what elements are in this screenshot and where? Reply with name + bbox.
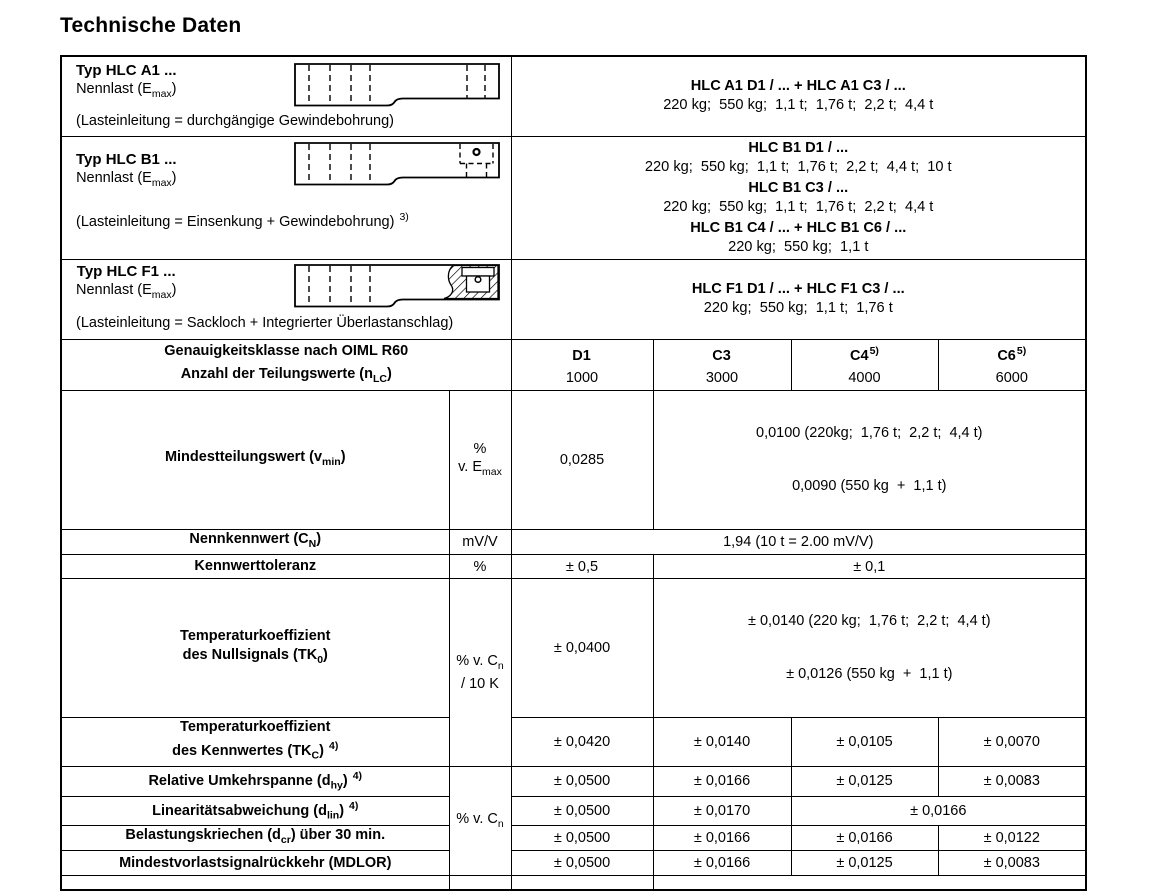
column-header-c6: C6$^{5)}$ 6000 <box>938 339 1086 391</box>
mdlor-d1-value: ± 0,0500 <box>511 851 653 876</box>
partial-row-cell <box>653 876 1086 890</box>
type-f1-variants-cell <box>511 259 1086 339</box>
mdlor-c3-value: ± 0,0166 <box>653 851 791 876</box>
table-row-mdlor <box>61 851 1086 876</box>
variant-group: HLC F1 D1 / ... + HLC F1 C3 / ... 220 kg; 550 kg; 1,1 t; 1,76 t <box>691 281 905 316</box>
dhy-c4-value: ± 0,0125 <box>791 767 938 797</box>
division-count-label: Anzahl der Teilungswerte $(n_{LC})$ <box>180 365 392 385</box>
variant-group: HLC B1 C3 / ... 220 kg; 550 kg; 1,1 t; 1,76 t; 2,2 t; 4,4 t <box>663 179 934 215</box>
variant-group: HLC B1 D1 / ... 220 kg; 550 kg; 1,1 t; 1,76 t; 2,2 t; 4,4 t; 10 t <box>644 139 952 175</box>
type-f1-note: (Lasteinleitung = Sackloch + Integrierter Überlastanschlag) <box>76 314 454 331</box>
dhy-label-cell: Relative Umkehrspanne $(d_{hy})$ $^{4)}$ <box>61 767 449 797</box>
table-row-dhy <box>61 767 1086 797</box>
kennwerttoleranz-label-cell: Kennwerttoleranz <box>61 555 449 579</box>
dcr-c4-value: ± 0,0166 <box>791 826 938 851</box>
type-b1-note: (Lasteinleitung = Einsenkung + Gewindebohrung) $^{3)}$ <box>76 210 409 230</box>
type-b1-cell <box>61 136 511 259</box>
table-row-type-f1 <box>61 259 1086 339</box>
tkc-c6-value: ± 0,0070 <box>938 718 1086 767</box>
tk0-label-cell: Temperaturkoeffizient des Nullsignals $(TK_0)$ <box>61 579 449 718</box>
dlin-merged-value: ± 0,0166 <box>791 796 1086 826</box>
table-row-tk0 <box>61 579 1086 718</box>
dcr-c6-value: ± 0,0122 <box>938 826 1086 851</box>
tk0-d1-value: ± 0,0400 <box>511 579 653 718</box>
nennkennwert-unit-cell: mV/V <box>449 530 511 555</box>
vmin-merged-value: 0,0100 (220kg; 1,76 t; 2,2 t; 4,4 t) 0,0090 (550 kg + 1,1 t) <box>653 391 1086 530</box>
partial-row-cell <box>61 876 449 890</box>
tk-unit-cell: % v. $C_n$ / 10 K <box>449 579 511 767</box>
dhy-c3-value: ± 0,0166 <box>653 767 791 797</box>
accuracy-class-label: Genauigkeitsklasse nach OIML R60 <box>164 342 409 359</box>
dcr-c3-value: ± 0,0166 <box>653 826 791 851</box>
tkc-d1-value: ± 0,0420 <box>511 718 653 767</box>
dhy-c6-value: ± 0,0083 <box>938 767 1086 797</box>
table-row-dcr <box>61 826 1086 851</box>
tkc-c3-value: ± 0,0140 <box>653 718 791 767</box>
nennkennwert-label-cell: Nennkennwert $(C_N)$ <box>61 530 449 555</box>
nennkennwert-merged-value: 1,94 (10 t = 2.00 mV/V) <box>511 530 1086 555</box>
mdlor-label-cell: Mindestvorlastsignalrückkehr (MDLOR) <box>61 851 449 876</box>
table-row-vmin <box>61 391 1086 530</box>
table-row-accuracy-class <box>61 339 1086 391</box>
dcr-label-cell: Belastungskriechen $(d_{cr})$ über 30 min. <box>61 826 449 851</box>
dlin-label-cell: Linearitätsabweichung $(d_{lin})$ $^{4)}$ <box>61 796 449 826</box>
type-a1-variants-cell <box>511 56 1086 136</box>
column-header-c3: C3 3000 <box>653 339 791 391</box>
dhy-d1-value: ± 0,0500 <box>511 767 653 797</box>
type-a1-note: (Lasteinleitung = durchgängige Gewindebohrung) <box>76 112 395 129</box>
vmin-label-cell: Mindestteilungswert $(v_{min})$ <box>61 391 449 530</box>
vmin-unit-cell: % v. $E_{max}$ <box>449 391 511 530</box>
variant-group: HLC B1 C4 / ... + HLC B1 C6 / ... 220 kg; 550 kg; 1,1 t <box>690 219 907 255</box>
dlin-c3-value: ± 0,0170 <box>653 796 791 826</box>
variant-group: HLC A1 D1 / ... + HLC A1 C3 / ... 220 kg; 550 kg; 1,1 t; 1,76 t; 2,2 t; 4,4 t <box>663 78 934 114</box>
load-cell-f1-drawing-icon <box>294 264 500 309</box>
cn-unit-cell: % v. $C_n$ <box>449 767 511 876</box>
table-row-type-a1 <box>61 56 1086 136</box>
accuracy-class-label-cell <box>61 339 511 391</box>
type-a1-heading: Typ HLC A1 ... Nennlast $(E_{max})$ <box>76 62 177 100</box>
kennwerttoleranz-merged-value: ± 0,1 <box>653 555 1086 579</box>
tk0-merged-value: ± 0,0140 (220 kg; 1,76 t; 2,2 t; 4,4 t) ± 0,0126 (550 kg + 1,1 t) <box>653 579 1086 718</box>
type-a1-cell <box>61 56 511 136</box>
partial-row-cell <box>449 876 511 890</box>
kennwerttoleranz-d1-value: ± 0,5 <box>511 555 653 579</box>
tkc-label-cell: Temperaturkoeffizient des Kennwertes $(TK_C)$ $^{4)}$ <box>61 718 449 767</box>
type-f1-heading: Typ HLC F1 ... Nennlast $(E_{max})$ <box>76 262 177 301</box>
page-title: Technische Daten <box>60 14 242 37</box>
table-row-partial <box>61 876 1086 890</box>
type-b1-heading: Typ HLC B1 ... Nennlast $(E_{max})$ <box>76 150 177 189</box>
table-row-dlin <box>61 796 1086 826</box>
tkc-c4-value: ± 0,0105 <box>791 718 938 767</box>
dlin-d1-value: ± 0,0500 <box>511 796 653 826</box>
vmin-d1-value: 0,0285 <box>511 391 653 530</box>
table-row-type-b1 <box>61 136 1086 259</box>
mdlor-c4-value: ± 0,0125 <box>791 851 938 876</box>
load-cell-a1-drawing-icon <box>294 63 500 108</box>
dcr-d1-value: ± 0,0500 <box>511 826 653 851</box>
type-b1-variants-cell <box>511 136 1086 259</box>
technical-data-table <box>60 55 1087 891</box>
mdlor-c6-value: ± 0,0083 <box>938 851 1086 876</box>
column-header-d1: D1 1000 <box>511 339 653 391</box>
partial-row-cell <box>511 876 653 890</box>
kennwerttoleranz-unit-cell: % <box>449 555 511 579</box>
column-header-c4: C4$^{5)}$ 4000 <box>791 339 938 391</box>
type-f1-cell <box>61 259 511 339</box>
table-row-tkc <box>61 718 1086 767</box>
table-row-nennkennwert <box>61 530 1086 555</box>
table-row-kennwerttoleranz <box>61 555 1086 579</box>
load-cell-b1-drawing-icon <box>294 142 500 187</box>
